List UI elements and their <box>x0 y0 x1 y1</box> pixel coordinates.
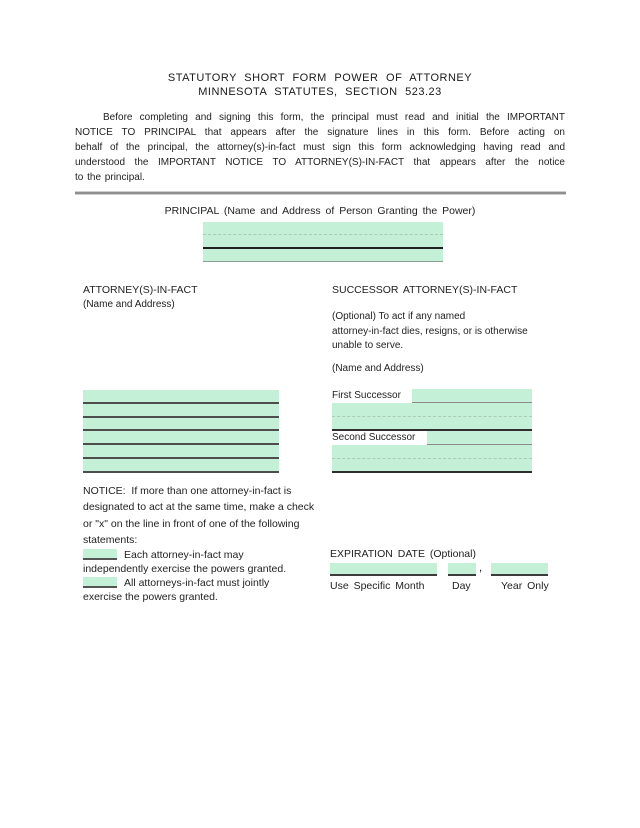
notice-line: designated to act at the same time, make a check <box>83 501 315 514</box>
attorney-field-line[interactable] <box>83 418 279 432</box>
notice-line: or "x" on the line in front of one of the following <box>83 517 300 530</box>
expiration-month-label: Use Specific Month <box>330 580 425 592</box>
attorney-field-line[interactable] <box>83 431 279 445</box>
attorney-field-line[interactable] <box>83 404 279 418</box>
intro-paragraph <box>75 110 565 185</box>
successor-note-line: (Optional) To act if any named <box>332 311 466 322</box>
statement-text: Each attorney-in-fact may <box>124 549 244 561</box>
first-successor-row <box>332 389 532 403</box>
attorney-field-line[interactable] <box>83 459 279 473</box>
principal-name-field[interactable] <box>203 222 443 235</box>
successor-attorneys-heading: SUCCESSOR ATTORNEY(S)-IN-FACT <box>332 284 518 296</box>
attorney-field-line[interactable] <box>83 445 279 459</box>
intro-line: behalf of the principal, the attorney(s)-in-fact must sign this form acknowledging having read and <box>75 142 565 153</box>
intro-line: to the principal. <box>75 172 145 183</box>
successor-name-address-label: (Name and Address) <box>332 363 424 374</box>
second-successor-label: Second Successor <box>332 432 419 443</box>
statement-text: independently exercise the powers granted. <box>83 563 287 575</box>
expiration-year-field[interactable] <box>491 563 548 576</box>
second-successor-address-field-1[interactable] <box>332 445 532 459</box>
expiration-year-label: Year Only <box>501 580 549 592</box>
first-successor-name-field[interactable] <box>412 389 532 403</box>
first-successor-address-field-2[interactable] <box>332 417 532 431</box>
statements-list <box>83 548 345 604</box>
independent-powers-statement <box>83 548 345 576</box>
intro-line: understood the IMPORTANT NOTICE TO ATTORNEY(S)-IN-FACT that appears after the notice <box>75 157 565 168</box>
successor-note-line: attorney-in-fact dies, resigns, or is otherwise <box>332 325 528 337</box>
principal-address-field-2[interactable] <box>203 249 443 262</box>
intro-line: NOTICE TO PRINCIPAL that appears after the signature lines in this form. Before acting on <box>75 127 565 138</box>
successor-note-line: unable to serve. <box>332 340 404 351</box>
statement-text: All attorneys-in-fact must jointly <box>124 577 270 589</box>
second-successor-name-field[interactable] <box>427 431 532 445</box>
notice-line: NOTICE: If more than one attorney-in-fact is <box>83 485 292 497</box>
expiration-month-field[interactable] <box>330 563 437 576</box>
attorneys-in-fact-heading: ATTORNEY(S)-IN-FACT <box>83 284 198 296</box>
expiration-date-heading: EXPIRATION DATE (Optional) <box>330 548 476 560</box>
principal-address-field-1[interactable] <box>203 235 443 249</box>
first-successor-address-field-1[interactable] <box>332 403 532 417</box>
form-statute-subtitle: MINNESOTA STATUTES, SECTION 523.23 <box>198 86 442 98</box>
successor-optional-note <box>332 310 528 354</box>
second-successor-row <box>332 431 532 445</box>
successor-field-block <box>332 389 532 473</box>
section-divider-rule <box>75 191 566 195</box>
joint-powers-checkbox-field[interactable] <box>83 577 117 588</box>
expiration-day-label: Day <box>452 580 471 592</box>
independent-powers-checkbox-field[interactable] <box>83 549 117 560</box>
first-successor-label: First Successor <box>332 390 405 401</box>
attorney-field-line[interactable] <box>83 390 279 404</box>
notice-paragraph <box>83 483 314 548</box>
second-successor-address-field-2[interactable] <box>332 459 532 473</box>
expiration-day-field[interactable] <box>448 563 476 576</box>
statement-text: exercise the powers granted. <box>83 591 218 603</box>
joint-powers-statement <box>83 576 345 604</box>
principal-field-block <box>203 222 443 262</box>
notice-line: statements: <box>83 533 138 546</box>
attorneys-name-address-label: (Name and Address) <box>83 299 175 310</box>
principal-section-heading: PRINCIPAL (Name and Address of Person Granting the Power) <box>164 205 476 217</box>
intro-line: Before completing and signing this form, the principal must read and initial the IMPORTANT <box>103 112 565 123</box>
attorneys-in-fact-field-block <box>83 390 279 473</box>
form-title: STATUTORY SHORT FORM POWER OF ATTORNEY <box>167 72 473 84</box>
expiration-comma: , <box>479 562 483 574</box>
